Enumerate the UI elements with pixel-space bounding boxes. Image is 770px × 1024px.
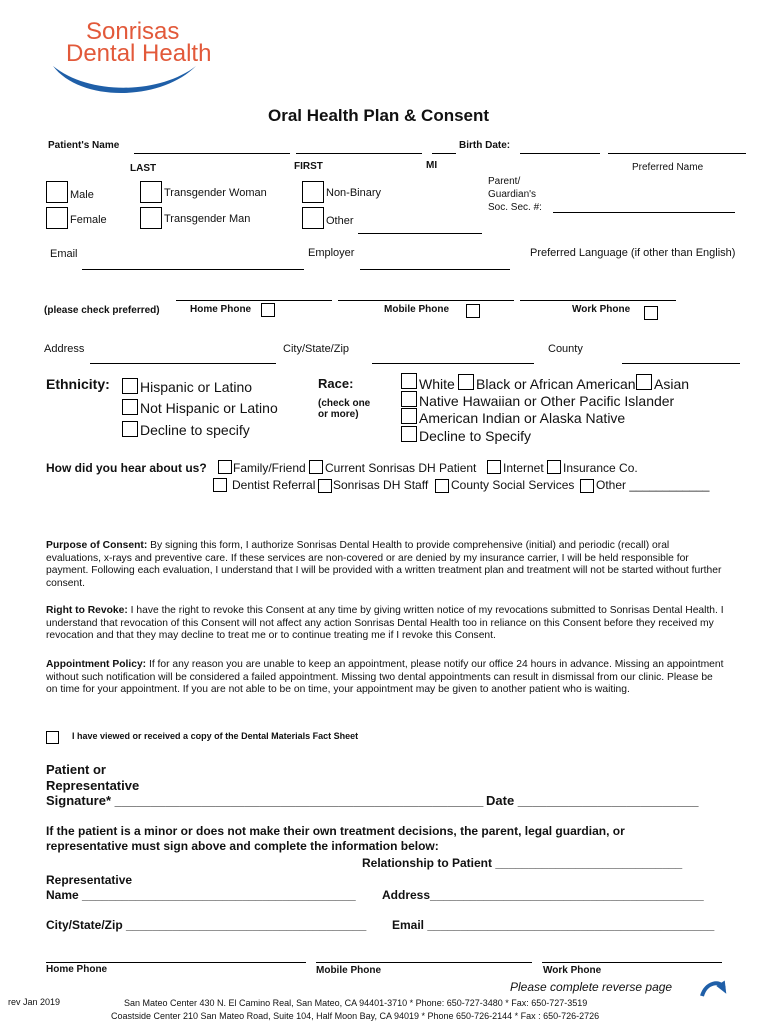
other-gender-checkbox[interactable]: [302, 207, 324, 229]
representative-city-line[interactable]: City/State/Zip ____________________________________: [46, 918, 367, 932]
trans-woman-label: Transgender Woman: [164, 187, 267, 199]
trans-woman-checkbox[interactable]: [140, 181, 162, 203]
work-phone-label: Work Phone: [572, 304, 631, 315]
referral-staff-checkbox[interactable]: [318, 479, 332, 493]
mobile-phone-label: Mobile Phone: [384, 304, 449, 315]
female-label: Female: [70, 214, 107, 226]
ethnicity-not-hispanic-checkbox[interactable]: [122, 399, 138, 415]
referral-insurance-checkbox[interactable]: [547, 460, 561, 474]
signature-line[interactable]: Signature* ___________________________________________________: [46, 793, 484, 808]
race-black-checkbox[interactable]: [458, 374, 474, 390]
rep-home-phone-line[interactable]: [46, 962, 306, 963]
guardian-label-1: Parent/: [488, 176, 521, 187]
male-label: Male: [70, 189, 94, 201]
work-phone-checkbox[interactable]: [644, 306, 658, 320]
revoke-paragraph: [46, 605, 726, 643]
minor-note-1: If the patient is a minor or does not make their own treatment decisions, the parent, legal guardian, or: [46, 824, 625, 838]
race-decline-checkbox[interactable]: [401, 426, 417, 442]
referral-dentist-checkbox[interactable]: [213, 478, 227, 492]
first-label: FIRST: [294, 161, 323, 172]
county-label: County: [548, 343, 583, 355]
referral-internet-checkbox[interactable]: [487, 460, 501, 474]
race-hawaiian-checkbox[interactable]: [401, 391, 417, 407]
preferred-name-label: Preferred Name: [632, 162, 704, 173]
county-line[interactable]: [622, 363, 740, 364]
language-label: Preferred Language (if other than English): [530, 247, 736, 259]
representative-name-line[interactable]: Name _________________________________________: [46, 888, 356, 902]
check-preferred-label: (please check preferred): [44, 305, 160, 316]
race-label: Race:: [318, 376, 354, 391]
ethnicity-hispanic-checkbox[interactable]: [122, 378, 138, 394]
race-white-label: White: [419, 376, 455, 392]
rep-home-phone-label: Home Phone: [46, 964, 108, 975]
race-indian-checkbox[interactable]: [401, 408, 417, 424]
minor-note-2: representative must sign above and complete the information below:: [46, 839, 439, 853]
email-label: Email: [50, 248, 78, 260]
mobile-phone-checkbox[interactable]: [466, 304, 480, 318]
race-decline-label: Decline to Specify: [419, 428, 532, 444]
city-state-zip-line[interactable]: [372, 363, 534, 364]
mi-label: MI: [426, 160, 438, 171]
race-hawaiian-label: Native Hawaiian or Other Pacific Islander: [419, 393, 675, 409]
signature-date-line[interactable]: Date _________________________: [486, 793, 699, 808]
referral-other-label: Other ____________: [596, 478, 710, 492]
referral-insurance-label: Insurance Co.: [563, 461, 638, 475]
race-asian-label: Asian: [654, 376, 690, 392]
referral-family-label: Family/Friend: [233, 461, 306, 475]
home-phone-line[interactable]: [176, 300, 332, 301]
male-checkbox[interactable]: [46, 181, 68, 203]
work-phone-line[interactable]: [520, 300, 676, 301]
non-binary-label: Non-Binary: [326, 187, 382, 199]
guardian-ssn-label: Soc. Sec. #:: [488, 202, 542, 213]
footer-address-1: San Mateo Center 430 N. El Camino Real, San Mateo, CA 94401-3710 * Phone: 650-727-3480 * Fax: 650-727-3519: [124, 998, 588, 1008]
referral-dentist-label: Dentist Referral: [232, 478, 316, 492]
referral-family-checkbox[interactable]: [218, 460, 232, 474]
logo-swoosh-icon: [50, 62, 200, 102]
city-state-zip-label: City/State/Zip: [283, 343, 350, 355]
reverse-page-note: Please complete reverse page: [510, 980, 673, 994]
referral-county-label: County Social Services: [451, 478, 575, 492]
revision-date: rev Jan 2019: [8, 997, 61, 1007]
rep-mobile-phone-line[interactable]: [316, 962, 532, 963]
referral-current-label: Current Sonrisas DH Patient: [325, 461, 477, 475]
birth-date-label: Birth Date:: [459, 140, 511, 151]
trans-man-label: Transgender Man: [164, 213, 251, 225]
other-gender-label: Other: [326, 215, 354, 227]
employer-line[interactable]: [360, 269, 510, 270]
referral-label: How did you hear about us?: [46, 461, 207, 475]
referral-other-checkbox[interactable]: [580, 479, 594, 493]
female-checkbox[interactable]: [46, 207, 68, 229]
logo-line1: Sonrisas: [86, 18, 180, 45]
rep-work-phone-line[interactable]: [542, 962, 722, 963]
fact-sheet-checkbox[interactable]: [46, 731, 59, 744]
appointment-body: If for any reason you are unable to keep an appointment, please notify our office 24 hours in advance. Missing an appointment without such notification will be considered a failed appointment. Missing two dental appointments can result in dismissal from our clinic. Please be on time for your appointment. If you are not able to be on time, your appointment may be given to another patient who is waiting.: [46, 659, 724, 696]
race-indian-label: American Indian or Alaska Native: [419, 410, 626, 426]
representative-address-line[interactable]: Address_________________________________________: [382, 888, 704, 902]
last-name-line[interactable]: [134, 153, 290, 154]
ethnicity-not-hispanic-label: Not Hispanic or Latino: [140, 400, 278, 416]
referral-internet-label: Internet: [503, 461, 544, 475]
race-asian-checkbox[interactable]: [636, 374, 652, 390]
ethnicity-decline-checkbox[interactable]: [122, 421, 138, 437]
signature-label-1: Patient or: [46, 762, 106, 777]
referral-county-checkbox[interactable]: [435, 479, 449, 493]
last-label: LAST: [130, 163, 157, 174]
patient-name-label: Patient's Name: [48, 140, 120, 151]
employer-label: Employer: [308, 247, 355, 259]
trans-man-checkbox[interactable]: [140, 207, 162, 229]
ethnicity-label: Ethnicity:: [46, 376, 110, 392]
signature-label-2: Representative: [46, 778, 140, 793]
guardian-ssn-line[interactable]: [553, 212, 735, 213]
guardian-label-2: Guardian's: [488, 189, 537, 200]
referral-staff-label: Sonrisas DH Staff: [333, 478, 429, 492]
preferred-name-line[interactable]: [608, 153, 746, 154]
footer-address-2: Coastside Center 210 San Mateo Road, Suite 104, Half Moon Bay, CA 94019 * Phone 650-726-2144 * Fax : 650-726-2726: [111, 1011, 600, 1021]
non-binary-checkbox[interactable]: [302, 181, 324, 203]
home-phone-label: Home Phone: [190, 304, 252, 315]
revoke-body: I have the right to revoke this Consent at any time by giving written notice of my revocations submitted to Sonrisas Dental Health. I understand that revocation of this Consent will not affect any action Sonrisas Dental Health too in reliance on this Consent before they received my revocation and that they may decline to treat me or to continue treating me if I revoke this Consent.: [46, 605, 724, 642]
appointment-paragraph: [46, 659, 726, 697]
race-white-checkbox[interactable]: [401, 373, 417, 389]
purpose-heading: Purpose of Consent:: [46, 540, 148, 551]
purpose-paragraph: [46, 540, 726, 590]
first-name-line[interactable]: [296, 153, 422, 154]
address-line[interactable]: [90, 363, 276, 364]
rep-work-phone-label: Work Phone: [543, 965, 602, 976]
representative-label: Representative: [46, 873, 133, 887]
home-phone-checkbox[interactable]: [261, 303, 275, 317]
representative-email-line[interactable]: Email ___________________________________________: [392, 918, 715, 932]
other-gender-line[interactable]: [358, 233, 482, 234]
fact-sheet-label: I have viewed or received a copy of the Dental Materials Fact Sheet: [72, 731, 359, 741]
ethnicity-hispanic-label: Hispanic or Latino: [140, 379, 253, 395]
ethnicity-decline-label: Decline to specify: [140, 422, 250, 438]
race-note-2: or more): [318, 409, 359, 420]
race-black-label: Black or African American: [476, 376, 636, 392]
race-note-1: (check one: [318, 398, 371, 409]
purpose-body: By signing this form, I authorize Sonrisas Dental Health to provide comprehensive (initial) and periodic (recall) oral evaluations, x-rays and preventive care. If these services are non-covered or are denied by my insurance carrier, I will be held responsible for payment. Following each evaluation, I understand that I will be provided with a written treatment plan and treatment will not be started without further consent.: [46, 540, 722, 589]
rep-mobile-phone-label: Mobile Phone: [316, 965, 381, 976]
email-line[interactable]: [82, 269, 304, 270]
mobile-phone-line[interactable]: [338, 300, 514, 301]
relationship-line[interactable]: Relationship to Patient ____________________________: [362, 856, 683, 870]
mi-line[interactable]: [432, 153, 456, 154]
address-label: Address: [44, 343, 85, 355]
referral-current-checkbox[interactable]: [309, 460, 323, 474]
logo-line2: Dental Health: [66, 40, 212, 67]
birth-date-line[interactable]: [520, 153, 600, 154]
revoke-heading: Right to Revoke:: [46, 605, 128, 616]
curved-arrow-icon: [698, 976, 730, 1006]
page-title: Oral Health Plan & Consent: [268, 106, 490, 125]
appointment-heading: Appointment Policy:: [46, 659, 147, 670]
